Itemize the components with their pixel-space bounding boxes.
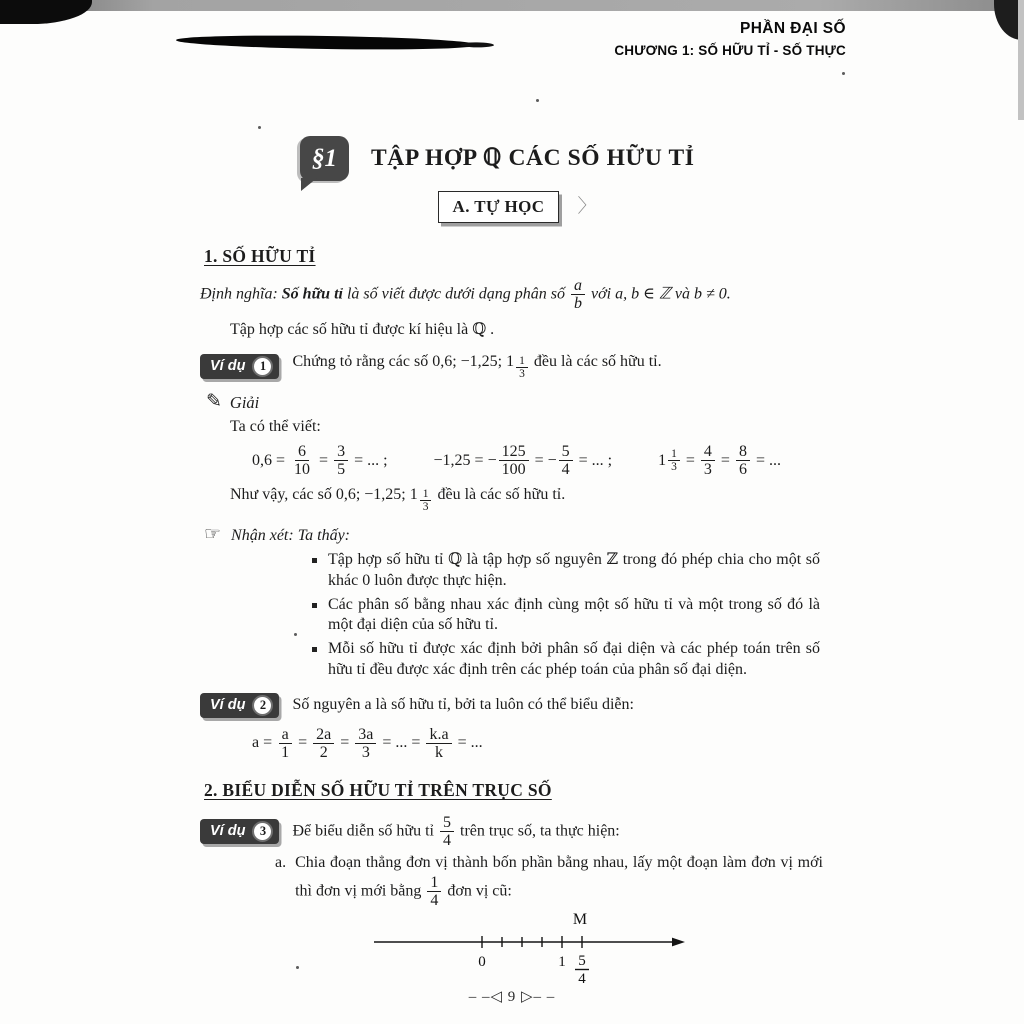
equation-minus-1-25 [434, 443, 613, 479]
example-number: 3 [252, 821, 273, 842]
solution-equations-row [252, 443, 834, 479]
chapter-title: CHƯƠNG 1: SỐ HỮU TỈ - SỐ THỰC [614, 43, 846, 58]
example-badge-label: Ví dụ [210, 697, 246, 714]
example3-post: trên trục số, ta thực hiện: [456, 822, 620, 840]
definition-lead: Định nghĩa: [200, 285, 282, 303]
part-title: PHẦN ĐẠI SỐ [739, 20, 846, 37]
page-number: – –◁ 9 ▷– – [468, 989, 556, 1005]
scan-speck [842, 72, 845, 75]
pointing-hand-icon: ☞ [204, 523, 222, 545]
solution-intro: Ta có thể viết: [230, 417, 321, 435]
eq3-tail: = ... [751, 451, 781, 469]
remark-label: Nhận xét [231, 526, 289, 544]
solution-label: Giải [229, 392, 260, 412]
square-bullet-icon [312, 558, 317, 563]
example2-text: Số nguyên a là số hữu tỉ, bởi ta luôn có thể biểu diễn: [292, 696, 634, 714]
fraction-ka-k: $\frac{k.a}{k}$ [426, 726, 451, 762]
fraction-3-5: $\frac{3}{5}$ [334, 443, 348, 479]
fraction-a-b: $\frac{a}{b}$ [571, 277, 585, 313]
step-a-text [295, 853, 823, 909]
eqa-s2: = [336, 734, 354, 752]
tick-label-0: 0 [478, 954, 486, 971]
step-a [275, 853, 823, 909]
self-study-box [438, 191, 560, 223]
fraction-1-4: $\frac{1}{4}$ [427, 874, 441, 910]
eqa-s4: = ... [453, 734, 483, 752]
definition-mid: là số viết được dưới dạng phân số [342, 285, 570, 303]
example-number: 1 [252, 356, 273, 377]
lesson-title-row [300, 136, 834, 181]
lesson-title: TẬP HỢP ℚ CÁC SỐ HỮU TỈ [371, 145, 695, 172]
example2-row [200, 693, 834, 718]
step-a-label: a. [275, 854, 287, 872]
solution-conclusion [200, 485, 834, 513]
equation-1-and-1-3 [658, 443, 781, 479]
mixed-fraction-1-3: $\frac{1}{3}$ [420, 488, 432, 513]
chevron-right-icon: 〉 [577, 195, 597, 217]
section1-heading: 1. SỐ HỮU TỈ [204, 245, 316, 266]
bullet-text: Tập hợp số hữu tỉ ℚ là tập hợp số nguyên ℤ trong đó phép chia cho một số khác 0 luôn được thực hiện. [328, 551, 820, 589]
square-bullet-icon [312, 603, 317, 608]
fraction-3a-3: $\frac{3a}{3}$ [355, 726, 376, 762]
eq1-lhs: 0,6 = [252, 451, 290, 469]
self-study-row [200, 191, 834, 223]
equation-0-6 [252, 443, 388, 479]
example1-post: đều là các số hữu tỉ. [529, 353, 662, 371]
equation-a-representations [252, 726, 483, 762]
fraction-a-1: $\frac{a}{1}$ [278, 726, 292, 762]
step-a-post: đơn vị cũ: [443, 882, 512, 900]
example3-pre: Để biểu diễn số hữu tỉ [292, 822, 438, 840]
fraction-5-4: $\frac{5}{4}$ [440, 814, 454, 850]
axis-arrow-icon [672, 938, 685, 947]
bullet-text: Mỗi số hữu tỉ được xác định bởi phân số đại diện và các phép toán trên số hữu tỉ đều được xác định trên các phép toán của phân số đại diện. [328, 640, 820, 678]
example3-text [292, 814, 619, 850]
example-badge-label: Ví dụ [210, 357, 246, 374]
square-bullet-icon [312, 647, 317, 652]
bullet-text: Các phân số bằng nhau xác định cùng một số hữu tỉ và một trong số đó là một đại diện của số hữu tỉ. [328, 595, 820, 634]
mixed-fraction-1-3: $\frac{1}{3}$ [516, 355, 528, 380]
list-item [312, 595, 820, 637]
example-number: 2 [252, 695, 273, 716]
eqa-lhs: a = [252, 734, 277, 752]
fraction-5-4: $\frac{5}{4}$ [559, 443, 573, 479]
remark-bullets [312, 550, 820, 681]
example1-text [292, 352, 661, 380]
conclusion-pre: Như vậy, các số 0,6; −1,25; 1 [230, 485, 418, 503]
definition-tail: với a, b ∈ ℤ và b ≠ 0. [587, 285, 731, 303]
eqa-s1: = [294, 734, 312, 752]
tick-label-5-4-num: 5 [578, 953, 586, 970]
example-badge [200, 819, 279, 844]
section2-heading: 2. BIỂU DIỄN SỐ HỮU TỈ TRÊN TRỤC SỐ [204, 780, 552, 801]
eq2-lhs: −1,25 = − [433, 451, 497, 469]
self-study-label: A. TỰ HỌC [452, 197, 545, 216]
eqa-s3: = ... = [378, 734, 425, 752]
lesson-number: §1 [312, 144, 337, 172]
example3-row [200, 814, 834, 850]
eq3-mid1: = [681, 451, 699, 469]
remark-row [204, 523, 834, 547]
notation-line: Tập hợp các số hữu tỉ được kí hiệu là ℚ . [230, 320, 495, 338]
eq3-mid2: = [716, 451, 734, 469]
example-badge-label: Ví dụ [210, 823, 246, 840]
mixed-fraction-1-3: $\frac{1}{3}$ [668, 448, 680, 473]
pen-icon: ✎ [206, 391, 222, 413]
conclusion-post: đều là các số hữu tỉ. [433, 485, 566, 503]
lesson-number-badge [300, 136, 349, 181]
list-item [312, 550, 820, 592]
definition-paragraph [200, 277, 834, 313]
eq3-whole: 1 [658, 451, 667, 469]
fraction-6-10: $\frac{6}{10}$ [294, 443, 311, 479]
eq1-tail: = ... ; [350, 451, 388, 469]
tick-label-1: 1 [558, 954, 566, 971]
example-badge [200, 354, 279, 379]
example1-pre: Chứng tỏ rằng các số 0,6; −1,25; 1 [292, 353, 515, 371]
example2-equation-row [252, 726, 834, 762]
definition-term: Số hữu tỉ [281, 285, 343, 303]
scan-corner-topleft [0, 0, 92, 24]
fraction-125-100: $\frac{125}{100}$ [499, 443, 529, 479]
remark-label-line [231, 526, 350, 546]
page-content [200, 0, 834, 994]
fraction-4-3: $\frac{4}{3}$ [701, 443, 715, 479]
number-line-figure [372, 909, 834, 993]
point-M-label: M [572, 911, 588, 929]
example-badge [200, 693, 279, 718]
solution-label-row [206, 390, 834, 414]
step-a-pre: Chia đoạn thẳng đơn vị thành bốn phần bằng nhau, lấy một đoạn làm đơn vị mới thì đơn vị mới bằng [295, 854, 823, 900]
list-item [312, 639, 820, 681]
tick-label-5-4-den: 4 [578, 971, 586, 988]
scan-right-edge [1018, 0, 1024, 120]
fraction-8-6: $\frac{8}{6}$ [736, 443, 750, 479]
remark-lead: : Ta thấy: [288, 526, 351, 544]
example1-row [200, 352, 834, 380]
fraction-2a-2: $\frac{2a}{2}$ [313, 726, 334, 762]
eq2-tail: = ... ; [574, 451, 613, 469]
eq2-mid: = − [530, 451, 557, 469]
eq1-mid: = [315, 451, 333, 469]
